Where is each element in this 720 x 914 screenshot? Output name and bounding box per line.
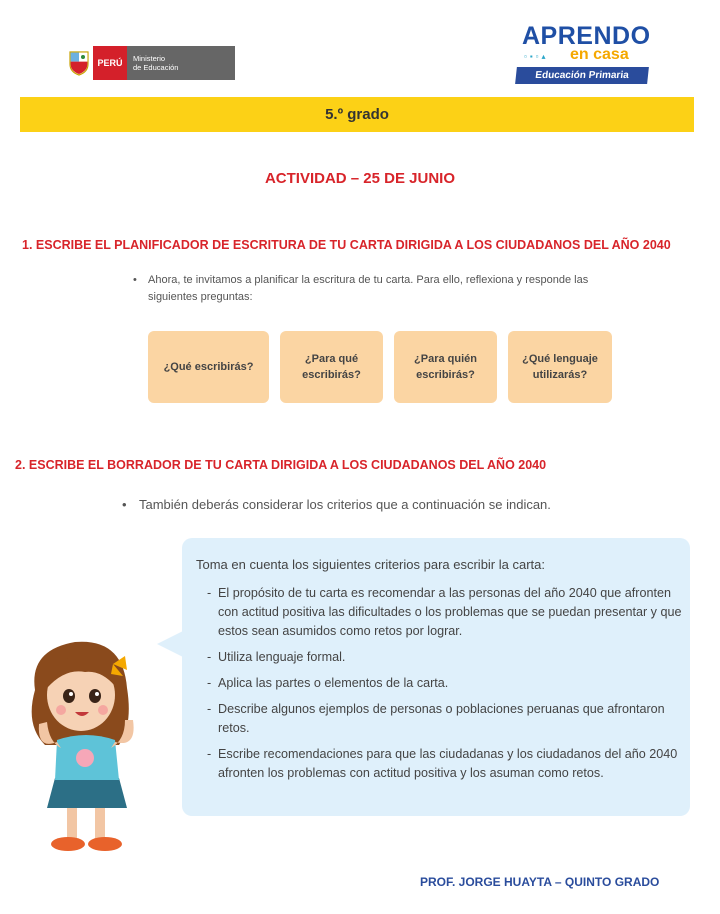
question-box [280, 331, 383, 403]
girl-illustration [15, 630, 165, 858]
ministry-line2: de Educación [133, 63, 179, 72]
peru-coat-of-arms-icon [65, 46, 93, 80]
ministry-line1: Ministerio [133, 54, 166, 63]
criteria-list [205, 584, 685, 790]
peru-label: PERÚ [93, 46, 127, 80]
section2-bullet [122, 497, 622, 512]
question-box [394, 331, 497, 403]
criteria-item: - El propósito de tu carta es recomendar a las personas del año 2040 que afronten con actitud positiva las dificultades o los problemas que se puedan presentar y que estos sean asumidos como retos por lograr. [205, 584, 685, 641]
aprendo-subtitle: en casa [570, 46, 629, 63]
question-text: ¿Para qué escribirás? [302, 353, 361, 381]
question-text: ¿Qué lenguaje utilizarás? [522, 353, 598, 381]
criteria-item: - Escribe recomendaciones para que las ciudadanas y los ciudadanos del año 2040 afronten los problemas con actitud positiva y los asuman como retos. [205, 745, 685, 783]
logo-dots-decoration: ▫▪▫▴ [524, 52, 549, 61]
footer-author: PROF. JORGE HUAYTA – QUINTO GRADO [420, 875, 660, 889]
criteria-item: - Aplica las partes o elementos de la carta. [205, 674, 685, 693]
section1-heading: 1. ESCRIBE EL PLANIFICADOR DE ESCRITURA DE TU CARTA DIRIGIDA A LOS CIUDADANOS DEL AÑO 2040 [22, 238, 671, 252]
aprendo-en-casa-logo [512, 22, 652, 86]
aprendo-band: Educación Primaria [515, 67, 649, 84]
question-text: ¿Para quién escribirás? [414, 353, 477, 381]
bullet-dot: • [133, 274, 137, 286]
section1-bullet [133, 272, 593, 306]
section2-heading: 2. ESCRIBE EL BORRADOR DE TU CARTA DIRIGIDA A LOS CIUDADANOS DEL AÑO 2040 [15, 458, 547, 472]
question-text: ¿Qué escribirás? [163, 361, 254, 373]
section2-bullet-text: También deberás considerar los criterios que a continuación se indican. [139, 497, 551, 512]
question-box [508, 331, 612, 403]
criteria-item: - Utiliza lenguaje formal. [205, 648, 685, 667]
criteria-item: - Describe algunos ejemplos de personas o poblaciones peruanas que afrontaron retos. [205, 700, 685, 738]
question-box [148, 331, 269, 403]
bullet-dot: • [122, 497, 127, 512]
activity-title: ACTIVIDAD – 25 DE JUNIO [264, 170, 456, 187]
minedu-logo [65, 46, 235, 80]
ministry-label [127, 46, 235, 80]
criteria-intro: Toma en cuenta los siguientes criterios para escribir la carta: [196, 557, 545, 572]
section1-bullet-text: Ahora, te invitamos a planificar la escritura de tu carta. Para ello, reflexiona y responde las siguientes preguntas: [148, 274, 589, 303]
aprendo-title: APRENDO [522, 22, 651, 50]
grade-bar: 5.º grado [20, 97, 694, 132]
